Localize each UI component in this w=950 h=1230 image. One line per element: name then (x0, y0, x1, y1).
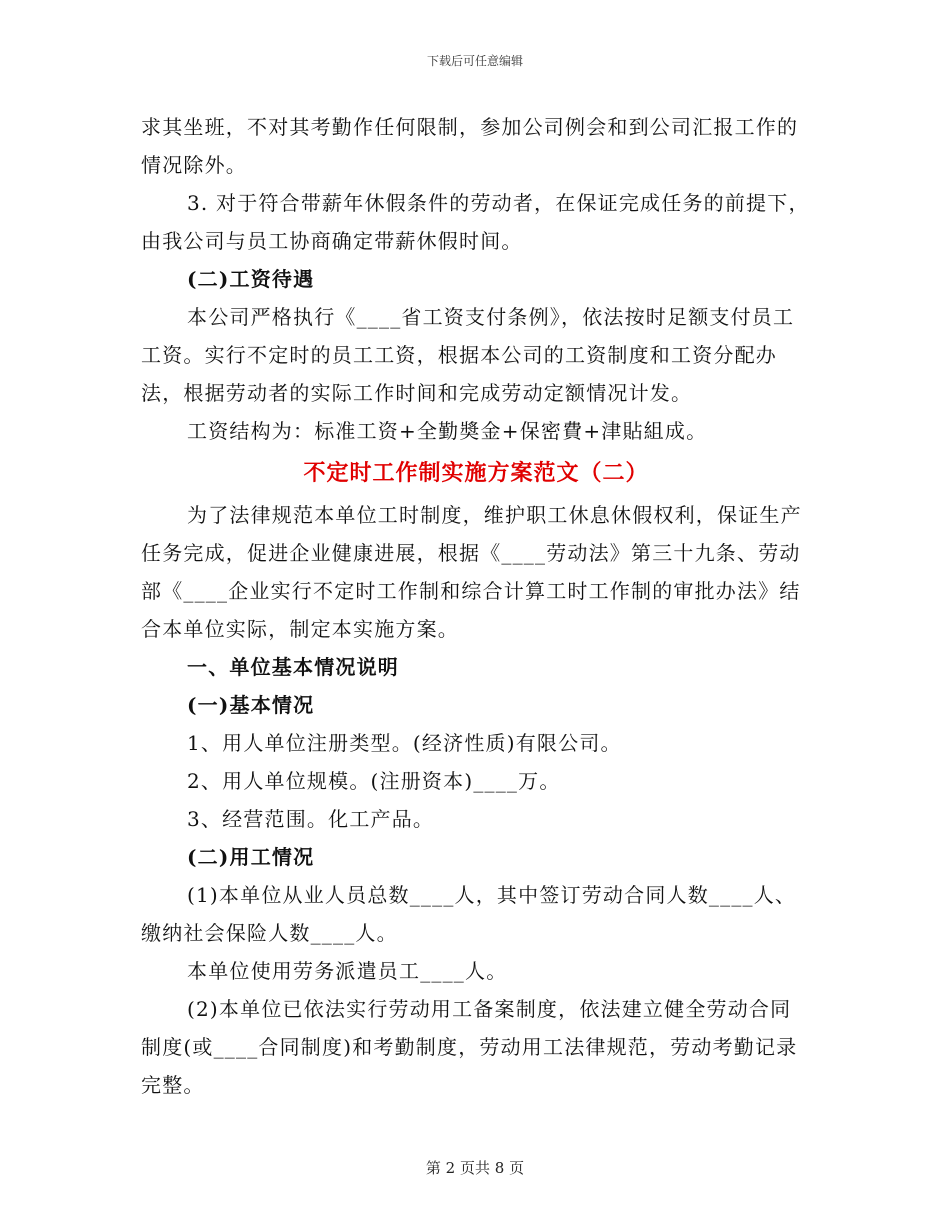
list-item-business-scope: 3、经营范围。化工产品。 (187, 807, 435, 831)
page-header: 下载后可任意编辑 (426, 54, 523, 68)
paragraph-dispatched-staff: 本单位使用劳务派遣员工____人。 (187, 959, 508, 983)
page-footer: 第 2 页共 8 页 (425, 1159, 525, 1177)
document-body (141, 108, 811, 1104)
heading-employment: (二)用工情况 (187, 845, 315, 869)
paragraph-headcount: (1)本单位从业人员总数____人，其中签订劳动合同人数____人、缴纳社会保险人数____人。 (141, 883, 797, 945)
heading-unit-overview: 一、单位基本情况说明 (187, 655, 399, 679)
paragraph-paid-leave: 3. 对于符合带薪年休假条件的劳动者，在保证完成任务的前提下，由我公司与员工协商确定带薪休假时间。 (141, 191, 810, 253)
paragraph-wage-policy: 本公司严格执行《____省工资支付条例》，依法按时足额支付员工工资。实行不定时的员工工资，根据本公司的工资制度和工资分配办法，根据劳动者的实际工作时间和完成劳动定额情况计发。 (141, 305, 795, 405)
heading-basic-info: (一)基本情况 (187, 693, 315, 717)
paragraph-attendance-continued: 求其坐班，不对其考勤作任何限制，参加公司例会和到公司汇报工作的情况除外。 (141, 115, 799, 177)
heading-wage-treatment: (二)工资待遇 (187, 267, 315, 291)
paragraph-purpose: 为了法律规范本单位工时制度，维护职工休息休假权利，保证生产任务完成，促进企业健康进展，根据《____劳动法》第三十九条、劳动部《____企业实行不定时工作制和综合计算工时工作制的审批办法》结合本单位实际，制定本实施方案。 (141, 503, 802, 641)
paragraph-wage-structure: 工资结构为：标准工资+全勤奬金+保密費+津貼組成。 (187, 419, 708, 443)
section-title: 不定时工作制实施方案范文（二） (303, 460, 649, 486)
list-item-registration-type: 1、用人单位注册类型。(经济性质)有限公司。 (187, 731, 622, 755)
paragraph-labor-contract: (2)本单位已依法实行劳动用工备案制度，依法建立健全劳动合同制度(或____合同制度)和考勤制度，劳动用工法律规范，劳动考勤记录完整。 (141, 997, 798, 1097)
list-item-unit-scale: 2、用人单位规模。(注册资本)____万。 (187, 769, 561, 793)
